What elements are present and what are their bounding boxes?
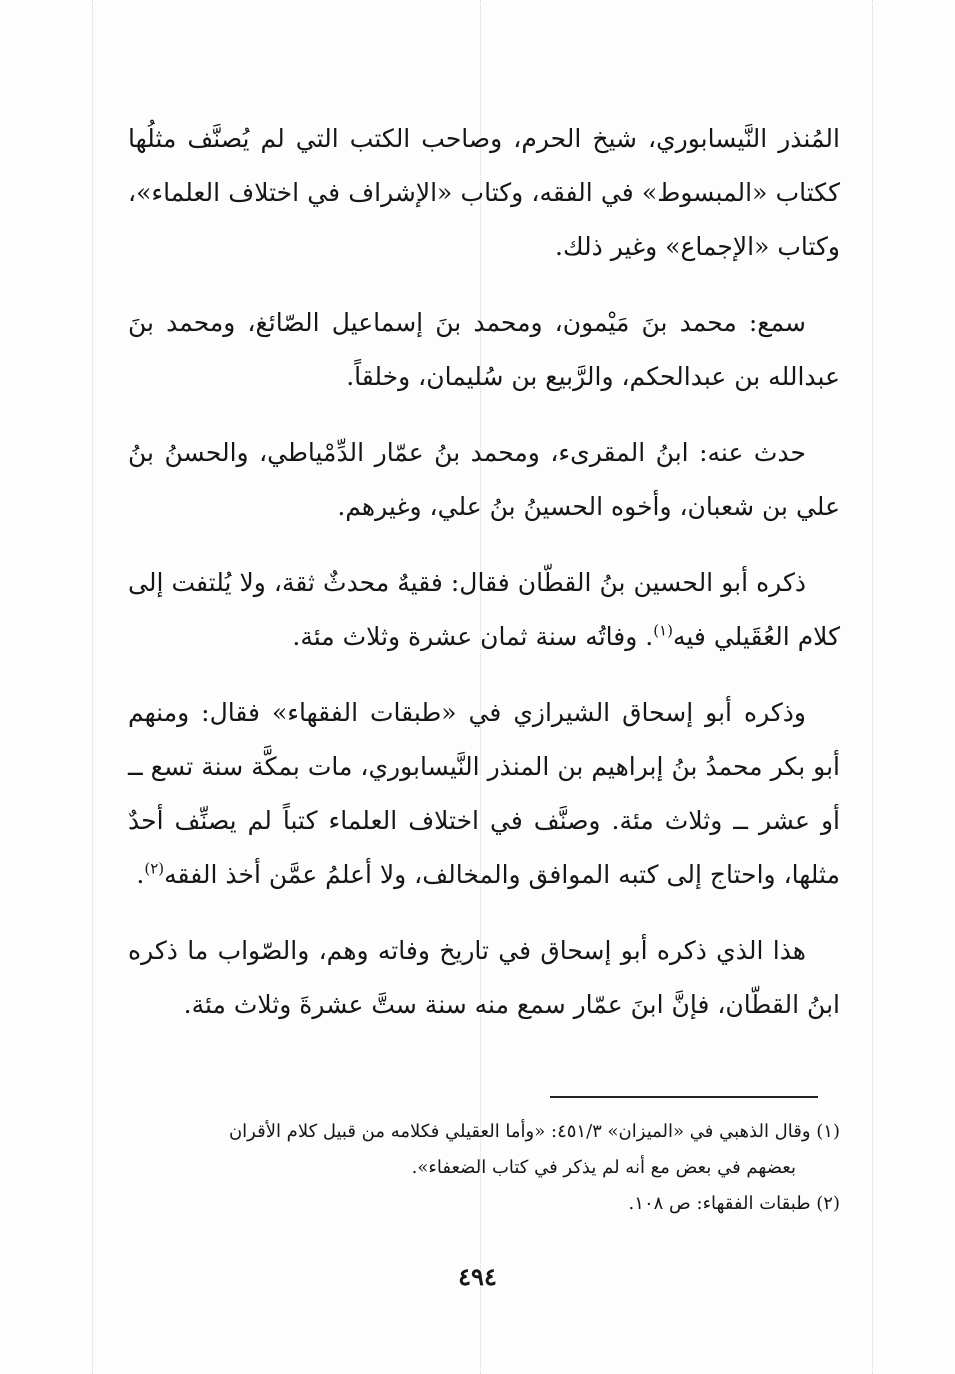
footnote-1-continuation: بعضهم في بعض مع أنه لم يذكر في كتاب الضعفاء».: [411, 1157, 796, 1178]
paragraph-shirazi: [128, 686, 840, 902]
footnotes: [128, 1114, 840, 1222]
paragraph-teachers: سمع: محمد بنَ مَيْمون، ومحمد بنَ إسماعيل الصّائغ، ومحمد بنَ عبدالله بن عبدالحكم، والرَّبيع بن سُليمان، وخلقاً.: [128, 308, 840, 391]
main-text: [128, 112, 840, 1054]
scan-artifact-line: [92, 0, 93, 1374]
page-number: ٤٩٤: [458, 1262, 497, 1291]
footnote-marker: (٢): [816, 1193, 840, 1214]
paragraph-correction: هذا الذي ذكره أبو إسحاق في تاريخ وفاته وهم، والصّواب ما ذكره ابنُ القطّان، فإنَّ ابنَ عمّار سمع منه سنة ستَّ عشرةَ وثلاث مئة.: [128, 936, 840, 1019]
footnote-text: وقال الذهبي في «الميزان» ٤٥١/٣: «وأما العقيلي فكلامه من قبيل كلام الأقران: [228, 1121, 811, 1142]
footnote-marker: (١): [816, 1121, 840, 1142]
paragraph-ibn-alqattan: [128, 556, 840, 664]
paragraph-text: ذكره أبو الحسين بنُ القطّان فقال: فقيهٌ محدثٌ ثقة، ولا يُلتفت إلى كلام العُقَيلي فيه: [128, 568, 840, 651]
footnote-1: [128, 1114, 840, 1150]
scan-artifact-line: [872, 0, 873, 1374]
footnote-2: [128, 1186, 840, 1222]
footnote-text: طبقات الفقهاء: ص ١٠٨.: [628, 1193, 811, 1214]
footnote-separator: [550, 1096, 818, 1098]
paragraph-students: حدث عنه: ابنُ المقرىء، ومحمد بنُ عمّار الدِّمْياطي، والحسنُ بنُ علي بن شعبان، وأخوه الحسينُ بنُ علي، وغيرهم.: [128, 438, 840, 521]
footnote-reference[interactable]: (٢): [144, 859, 165, 878]
paragraph-intro: المُنذر النَّيسابوري، شيخ الحرم، وصاحب الكتب التي لم يُصنَّف مثلُها ككتاب «المبسوط» في الفقه، وكتاب «الإشراف في اختلاف العلماء»، وكتاب «الإجماع» وغير ذلك.: [128, 124, 840, 261]
paragraph-text: وذكره أبو إسحاق الشيرازي في «طبقات الفقهاء» فقال: ومنهم أبو بكر محمدُ بنُ إبراهيم بن المنذر النَّيسابوري، مات بمكَّة سنة تسع ــ أو عشر ــ وثلاث مئة. وصنَّف في اختلاف العلماء كتباً لم يصنِّف أحدٌ مثلها، واحتاج إلى كتبه الموافق والمخالف، ولا أعلمُ عمَّن أخذ الفقه: [128, 698, 840, 889]
paragraph-text: . وفاتُه سنة ثمان عشرة وثلاث مئة.: [292, 622, 654, 651]
footnote-reference[interactable]: (١): [653, 621, 673, 640]
paragraph-text: .: [136, 860, 145, 889]
